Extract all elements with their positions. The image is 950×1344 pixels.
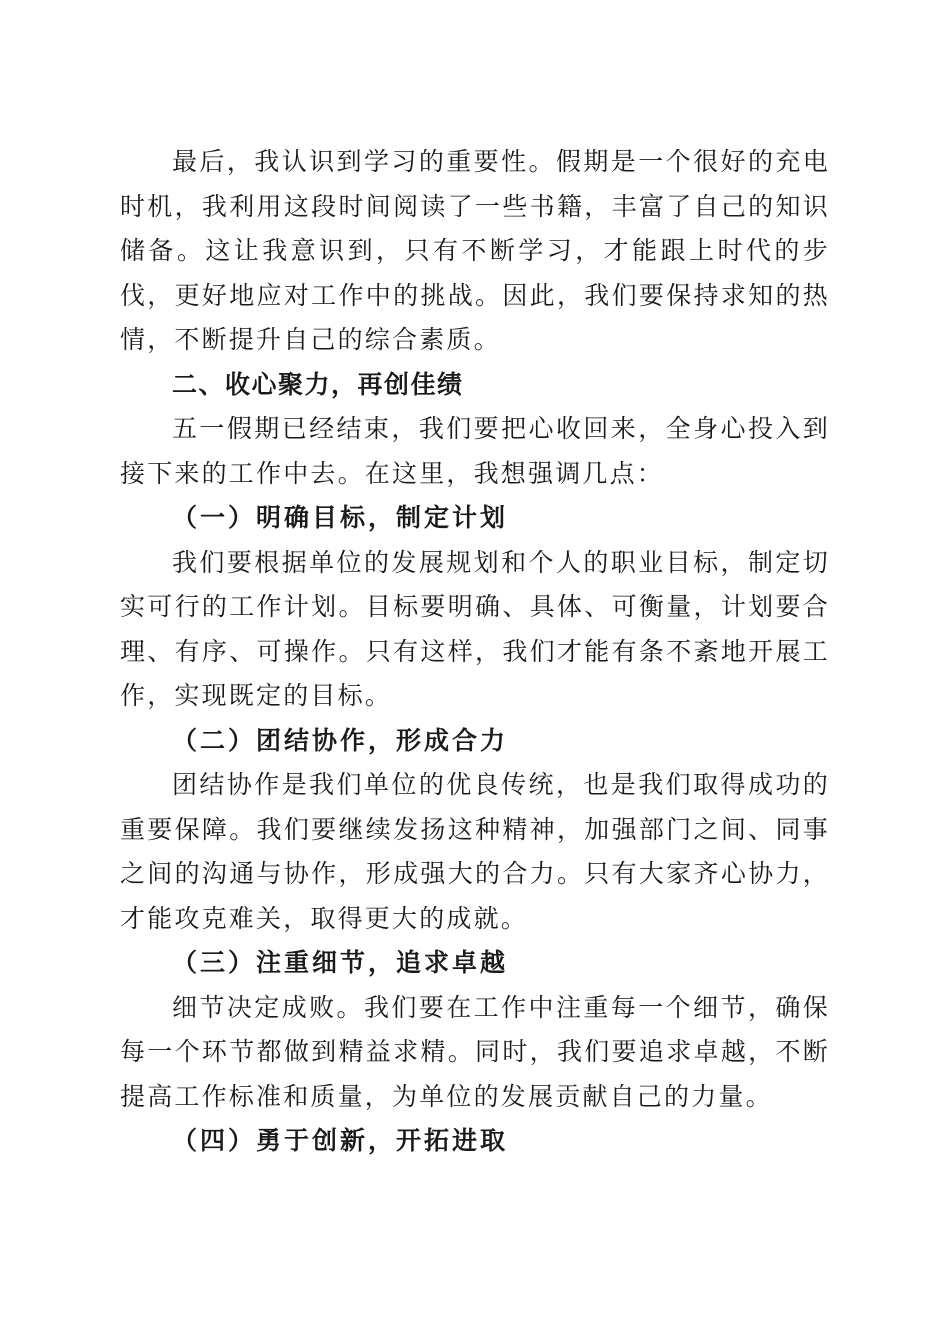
subheading-2: （二）团结协作，形成合力 xyxy=(172,725,509,755)
paragraph-learning: 最后，我认识到学习的重要性。假期是一个很好的充电时机，我利用这段时间阅读了一些书籍，丰富了自己的知识储备。这让我意识到，只有不断学习，才能跟上时代的步伐，更好地应对工作中的挑战。因此，我们要保持求知的热情，不断提升自己的综合素质。 xyxy=(120,147,830,354)
subheading-1: （一）明确目标，制定计划 xyxy=(172,503,509,532)
subheading-4: （四）勇于创新，开拓进取 xyxy=(172,1126,509,1155)
section-heading-2: 二、收心聚力，再创佳绩 xyxy=(172,369,464,399)
subheading-3: （三）注重细节，追求卓越 xyxy=(172,948,509,977)
paragraph-details: 细节决定成败。我们要在工作中注重每一个细节，确保每一个环节都做到精益求精。同时，我们要追求卓越，不断提高工作标准和质量，为单位的发展贡献自己的力量。 xyxy=(120,992,830,1111)
paragraph-intro: 五一假期已经结束，我们要把心收回来，全身心投入到接下来的工作中去。在这里，我想强调几点： xyxy=(120,414,830,488)
paragraph-teamwork: 团结协作是我们单位的优良传统，也是我们取得成功的重要保障。我们要继续发扬这种精神，加强部门之间、同事之间的沟通与协作，形成强大的合力。只有大家齐心协力，才能攻克难关，取得更大的成就。 xyxy=(120,770,830,933)
paragraph-goals: 我们要根据单位的发展规划和个人的职业目标，制定切实可行的工作计划。目标要明确、具体、可衡量，计划要合理、有序、可操作。只有这样，我们才能有条不紊地开展工作，实现既定的目标。 xyxy=(120,547,830,710)
